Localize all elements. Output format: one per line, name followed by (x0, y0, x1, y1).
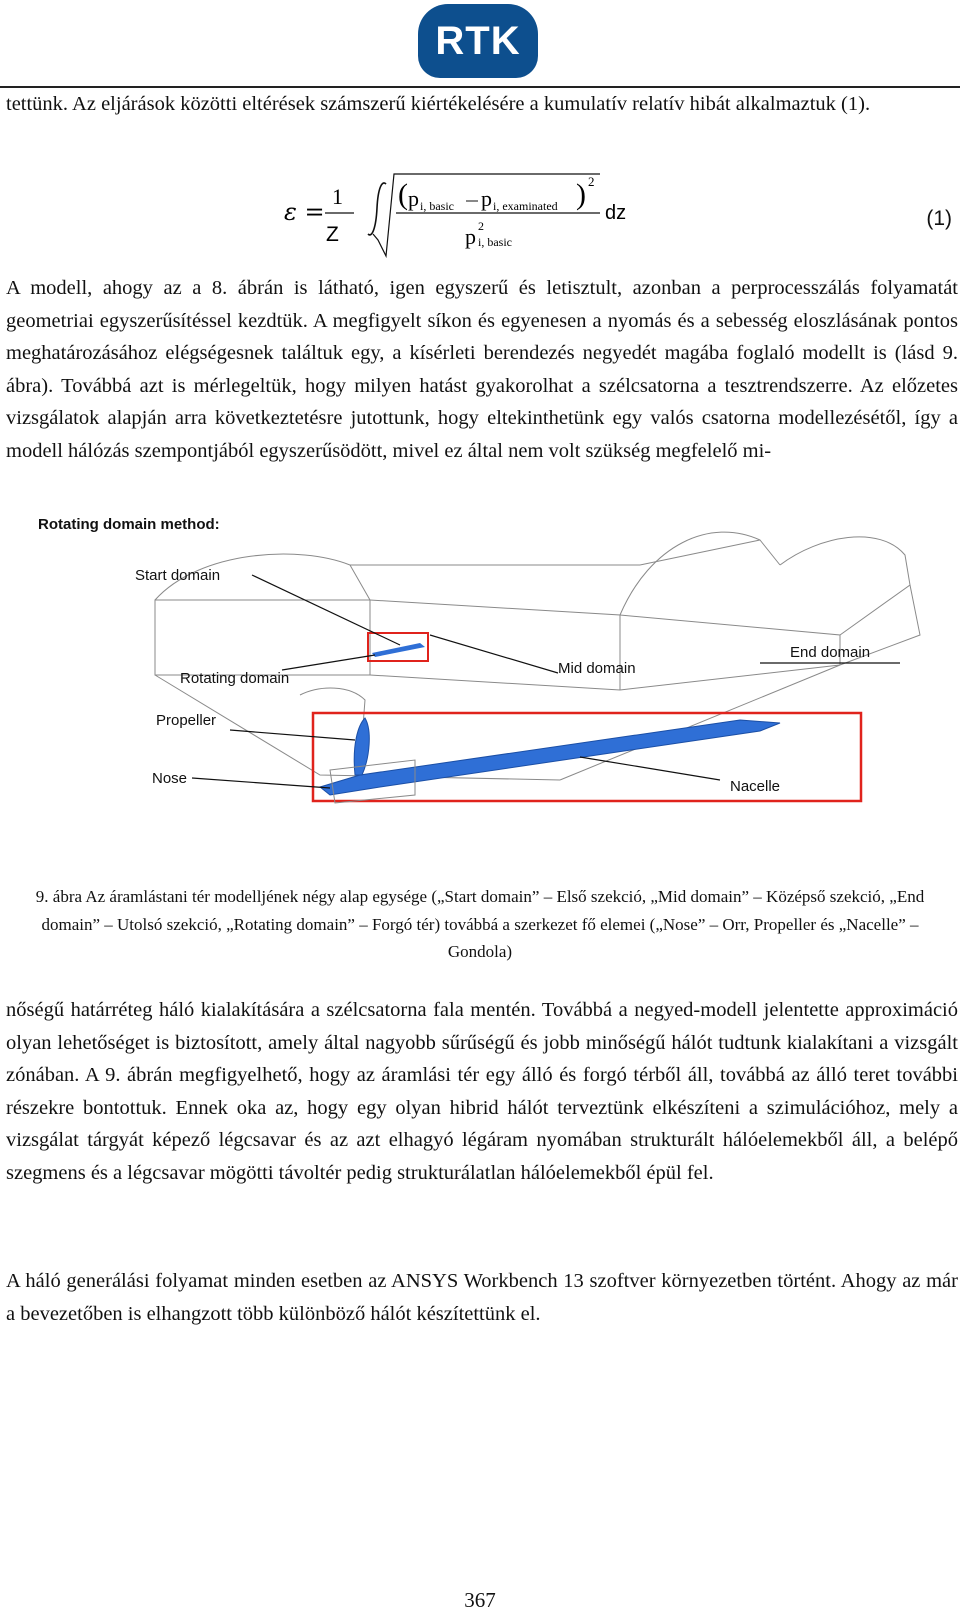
label-start-domain: Start domain (135, 567, 221, 584)
figure-9-domains (20, 516, 940, 825)
svg-text:2: 2 (478, 219, 484, 233)
paragraph-model: A modell, ahogy az a 8. ábrán is látható, igen egyszerű és letisztult, azonban a perprocesszálás folyamatát geometriai egyszerűsítéssel kezdtük. A megfigyelt síkon és egyenesen a nyomás és a sebesség eloszlásának pontos meghatározásához elégségesnek találtuk egy, a kísérleti berendezés negyedét magába foglaló modellt is (lásd 9. ábra). Továbbá azt is mérlegeltük, hogy milyen hatást gyakorolhat a szélcsatorna a tesztrendszerre. Az előzetes vizsgálatok alapján arra következtetésre jutottunk, hogy eltekinthetünk egy valós csatorna modellezésétől, így a modell hálózás szempontjából egyszerűsödött, mivel ez által nem volt szükség megfelelő mi- (6, 277, 958, 462)
label-propeller: Propeller (156, 712, 217, 729)
rtk-logo (418, 4, 538, 78)
small-model-shape (372, 643, 425, 657)
svg-text:(: ( (398, 178, 408, 211)
svg-text:2: 2 (588, 174, 595, 189)
integral-sign (368, 183, 386, 235)
logo-text: RTK (435, 18, 521, 63)
svg-text:i, examinated: i, examinated (493, 199, 558, 213)
label-nacelle: Nacelle (730, 778, 781, 795)
label-nose: Nose (152, 770, 188, 787)
svg-text:i, basic: i, basic (420, 199, 454, 213)
label-end-domain: End domain (790, 644, 871, 661)
eq-lhs: ε = (284, 198, 325, 226)
svg-text:p: p (465, 224, 476, 249)
eq-denominator: Z (326, 223, 339, 246)
svg-text:i, basic: i, basic (478, 235, 512, 249)
paragraph-ansys: A háló generálási folyamat minden esetben az ANSYS Workbench 13 szoftver környezetben történt. Ahogy az már a bevezetőben is elhangzott több különböző hálót készítettünk el. (6, 1270, 958, 1325)
equation-number: (1) (926, 207, 952, 230)
svg-text:): ) (576, 178, 586, 211)
page-number: 367 (464, 1588, 496, 1612)
paragraph-mesh: nőségű határréteg háló kialakítására a szélcsatorna fala mentén. Továbbá a negyed-modell jelentette approximáció olyan lehetőséget is biztosított, amely által nagyobb sűrűségű és jobb minőségű hálót tudtunk kialakítani a vizsgált zónában. A 9. ábrán megfigyelhető, hogy az áramlási tér egy álló és forgó térből áll, továbbá az álló teret további részekre bontottuk. Ennek oka az, hogy egy olyan hibrid hálót terveztünk elkészíteni a szimulációhoz, mely a vizsgálat tárgyát képező légcsavar és az azt elhagyó légáram nyomában strukturált hálóelemekből áll, a belépő szegmens és a légcsavar mögötti távoltér pedig strukturálatlan hálóelemekből épül fel. (6, 999, 958, 1184)
label-mid-domain: Mid domain (558, 660, 636, 677)
label-rotating-domain: Rotating domain (180, 670, 290, 687)
equation-1 (0, 168, 960, 268)
svg-text:p: p (481, 186, 492, 211)
svg-text:p: p (408, 186, 419, 211)
eq-numerator: 1 (332, 184, 343, 209)
figure-title: Rotating domain method: (38, 516, 220, 533)
svg-text:dz: dz (605, 202, 627, 224)
paragraph-intro: tettünk. Az eljárások közötti eltérések számszerű kiértékelésére a kumulatív relatív hibát alkalmaztuk (1). (6, 93, 871, 115)
nacelle-shape (320, 720, 780, 795)
figure-caption: 9. ábra Az áramlástani tér modelljének négy alap egysége („Start domain” – Első szekció, „Mid domain” – Középső szekció, „End domain” – Utolsó szekció, „Rotating domain” – Forgó tér) továbbá a szerkezet fő elemei („Nose” – Orr, Propeller és „Nacelle” – Gondola) (35, 887, 925, 961)
